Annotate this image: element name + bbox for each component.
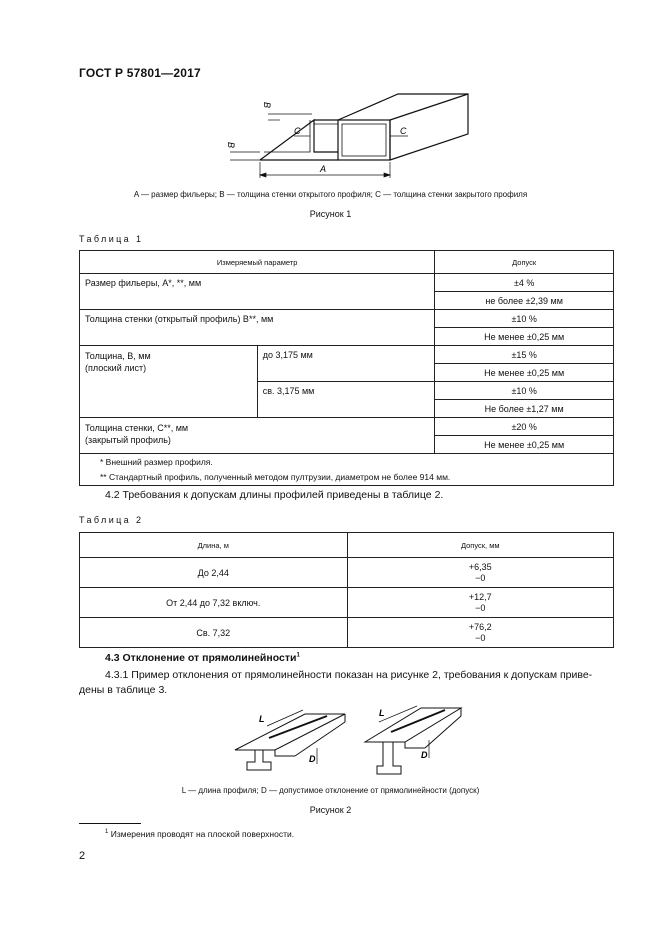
section-4-3-text: 4.3 Отклонение от прямолинейности: [105, 652, 297, 664]
label-B-left: B: [226, 142, 236, 149]
tolerance-plus: +76,2: [468, 621, 492, 632]
footnote: [105, 829, 294, 839]
table-1-label: Таблица 1: [79, 234, 144, 244]
document-code: ГОСТ Р 57801—2017: [79, 66, 201, 80]
label-A: A: [320, 164, 327, 174]
table-1-cell: Не менее ±0,25 мм: [435, 364, 614, 382]
table-2-cell: От 2,44 до 7,32 включ.: [80, 588, 348, 618]
beam-left-ridge: [269, 716, 327, 738]
table-2-label: Таблица 2: [79, 515, 144, 525]
table-1-cell: Не менее ±0,25 мм: [435, 436, 614, 454]
table-1-cell: Размер фильеры, A*, **, мм: [80, 274, 435, 310]
table-1-cell-line: Толщина, B, мм: [85, 351, 151, 361]
table-1-note: ** Стандартный профиль, полученный методом пултрузии, диаметром не более 914 мм.: [100, 471, 451, 482]
table-row: [80, 588, 614, 618]
table-1: [79, 250, 614, 486]
table-2-header-tol: Допуск, мм: [347, 533, 614, 558]
table-1-header-tol: Допуск: [435, 251, 614, 274]
label-L-left: L: [259, 714, 265, 724]
figure-1-caption: Рисунок 1: [309, 209, 352, 219]
table-1-note: * Внешний размер профиля.: [100, 456, 213, 467]
table-2-header-length: Длина, м: [80, 533, 348, 558]
table-1-cell: ±15 %: [435, 346, 614, 364]
page-number: 2: [79, 850, 86, 862]
table-2-cell: [347, 588, 614, 618]
tolerance-minus: −0: [475, 602, 486, 613]
section-4-3-title: [105, 652, 300, 664]
table-row: [80, 618, 614, 648]
footnote-ref: 1: [296, 652, 300, 659]
closed-profile-inner: [342, 124, 386, 156]
table-1-cell-line: (плоский лист): [85, 363, 147, 373]
paragraph-4-2: 4.2 Требования к допускам длины профилей приведены в таблице 2.: [105, 489, 444, 501]
label-L-right: L: [379, 708, 385, 718]
table-1-cell: до 3,175 мм: [257, 346, 435, 382]
table-1-cell: [80, 418, 435, 454]
table-1-cell-line: (закрытый профиль): [85, 435, 171, 445]
figure-2-legend: L — длина профиля; D — допустимое отклонение от прямолинейности (допуск): [181, 786, 480, 795]
figure-2-caption: Рисунок 2: [309, 805, 352, 815]
label-D-right: D: [421, 750, 428, 760]
tolerance-plus: +6,35: [468, 561, 492, 572]
table-1-cell: ±10 %: [435, 382, 614, 400]
table-2-cell: [347, 558, 614, 588]
table-1-cell: ±4 %: [435, 274, 614, 292]
table-1-cell: Толщина стенки (открытый профиль) B**, мм: [80, 310, 435, 346]
figure-1-drawing: [220, 92, 480, 184]
label-C-right: C: [400, 126, 407, 136]
table-1-cell: ±10 %: [435, 310, 614, 328]
table-1-cell: не более ±2,39 мм: [435, 292, 614, 310]
closed-profile-front: [338, 120, 390, 160]
table-row: [80, 558, 614, 588]
table-2: [79, 532, 614, 648]
table-1-cell: Не менее ±0,25 мм: [435, 328, 614, 346]
table-1-cell-line: Толщина стенки, C**, мм: [85, 423, 189, 433]
table-1-header-param: Измеряемый параметр: [80, 251, 435, 274]
tolerance-minus: −0: [475, 632, 486, 643]
table-2-cell: [347, 618, 614, 648]
label-C-left: C: [294, 126, 301, 136]
label-D-left: D: [309, 754, 316, 764]
table-1-cell: св. 3,175 мм: [257, 382, 435, 418]
tolerance-minus: −0: [475, 572, 486, 583]
table-1-cell: [80, 346, 258, 418]
table-1-cell: Не более ±1,27 мм: [435, 400, 614, 418]
table-2-cell: Св. 7,32: [80, 618, 348, 648]
table-2-cell: До 2,44: [80, 558, 348, 588]
beam-left-top: [235, 714, 345, 750]
figure-1-legend: A — размер фильеры; B — толщина стенки открытого профиля; C — толщина стенки закрытого профиля: [133, 190, 528, 199]
tolerance-plus: +12,7: [468, 591, 492, 602]
figure-2-drawing: [225, 702, 475, 780]
label-B-top: B: [262, 102, 272, 109]
footnote-number: 1: [105, 829, 109, 836]
paragraph-4-3-1-line2: дены в таблице 3.: [79, 684, 168, 696]
paragraph-4-3-1-line1: 4.3.1 Пример отклонения от прямолинейности показан на рисунке 2, требования к допускам приве-: [105, 669, 593, 681]
table-1-notes: [80, 454, 614, 486]
footnote-rule: [79, 823, 141, 824]
table-1-cell: ±20 %: [435, 418, 614, 436]
footnote-text: Измерения проводят на плоской поверхности.: [110, 829, 295, 839]
